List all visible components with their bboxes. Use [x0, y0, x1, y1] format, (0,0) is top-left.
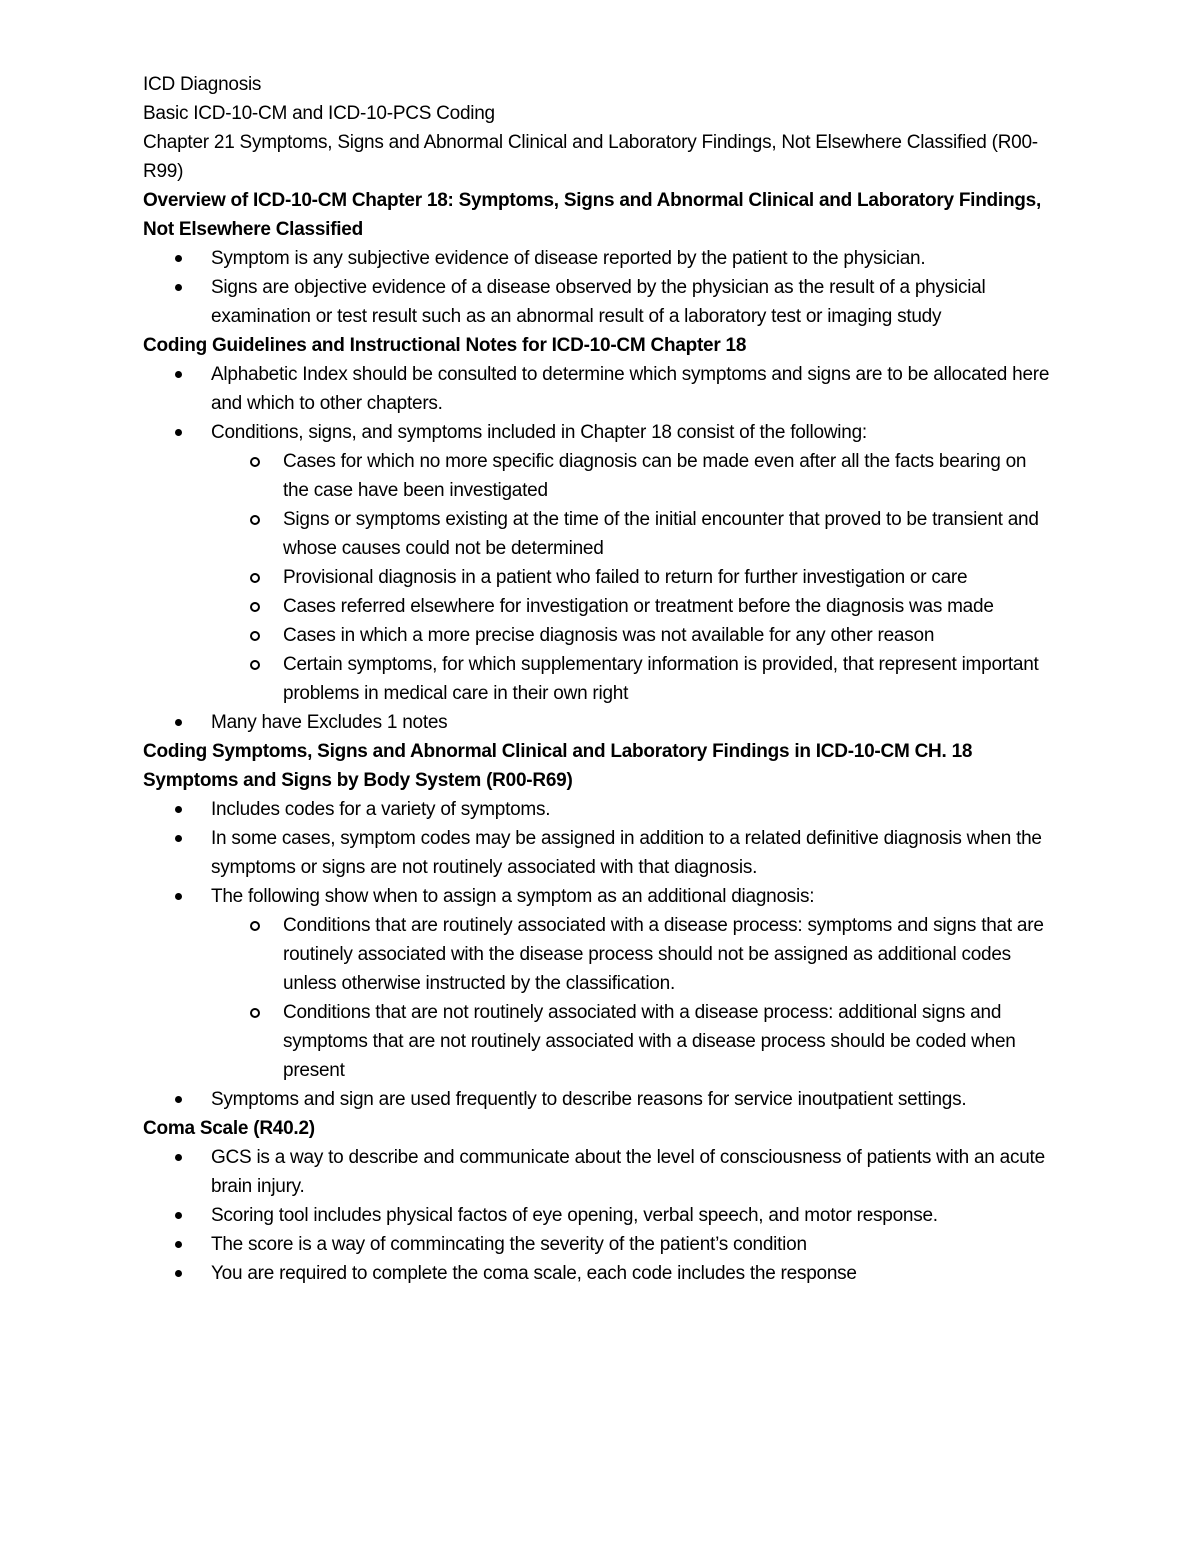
bullet-icon — [175, 719, 182, 726]
hollow-bullet-icon — [250, 602, 260, 612]
list-item-text: Symptoms and sign are used frequently to describe reasons for service inoutpatient settings. — [211, 1089, 967, 1110]
hollow-bullet-icon — [250, 921, 260, 931]
list-item-text: Conditions, signs, and symptoms included in Chapter 18 consist of the following: — [211, 422, 867, 443]
sublist-item-text: Cases in which a more precise diagnosis was not available for any other reason — [283, 625, 935, 646]
sublist-item — [283, 592, 1052, 621]
bullet-icon — [175, 371, 182, 378]
sublist-item-text: Conditions that are not routinely associated with a disease process: additional signs and symptoms that are not routinely associated with a disease process should be coded when present — [283, 1002, 1016, 1081]
hollow-bullet-icon — [250, 515, 260, 525]
hollow-bullet-icon — [250, 457, 260, 467]
sublist-item — [283, 447, 1052, 505]
list-item — [211, 1201, 1052, 1230]
bullet-icon — [175, 284, 182, 291]
bullet-icon — [175, 429, 182, 436]
list-item-text: Signs are objective evidence of a disease observed by the physician as the result of a physicial examination or test result such as an abnormal result of a laboratory test or imaging study — [211, 277, 986, 327]
list-item — [211, 882, 1052, 1085]
hollow-bullet-icon — [250, 1008, 260, 1018]
list-item — [211, 795, 1052, 824]
guidelines-heading: Coding Guidelines and Instructional Notes for ICD-10-CM Chapter 18 — [143, 335, 747, 356]
list-item — [211, 418, 1052, 708]
sublist-item — [283, 911, 1052, 998]
bullet-icon — [175, 806, 182, 813]
bullet-icon — [175, 1212, 182, 1219]
hollow-bullet-icon — [250, 631, 260, 641]
coding-heading: Coding Symptoms, Signs and Abnormal Clinical and Laboratory Findings in ICD-10-CM CH. 18 — [143, 741, 973, 762]
bullet-icon — [175, 893, 182, 900]
course-title: Basic ICD-10-CM and ICD-10-PCS Coding — [143, 103, 495, 124]
list-item-text: The score is a way of commincating the severity of the patient’s condition — [211, 1234, 807, 1255]
sublist-item-text: Signs or symptoms existing at the time of the initial encounter that proved to be transient and whose causes could not be determined — [283, 509, 1039, 559]
sublist-item — [283, 505, 1052, 563]
bullet-icon — [175, 1096, 182, 1103]
overview-list — [143, 244, 1052, 331]
list-item-text: Symptom is any subjective evidence of disease reported by the patient to the physician. — [211, 248, 926, 269]
list-item — [211, 1085, 1052, 1114]
list-item-text: Alphabetic Index should be consulted to determine which symptoms and signs are to be allocated here and which to other chapters. — [211, 364, 1050, 414]
coma-heading: Coma Scale (R40.2) — [143, 1118, 315, 1139]
sublist-item-text: Cases referred elsewhere for investigation or treatment before the diagnosis was made — [283, 596, 994, 617]
chapter-title: Chapter 21 Symptoms, Signs and Abnormal Clinical and Laboratory Findings, Not Elsewhere Classified (R00-R99) — [143, 132, 1038, 182]
bullet-icon — [175, 1270, 182, 1277]
sublist-item — [283, 563, 1052, 592]
sublist-item-text: Certain symptoms, for which supplementary information is provided, that represent important problems in medical care in their own right — [283, 654, 1039, 704]
sublist-item-text: Provisional diagnosis in a patient who failed to return for further investigation or care — [283, 567, 968, 588]
list-item — [211, 708, 1052, 737]
overview-heading: Overview of ICD-10-CM Chapter 18: Symptoms, Signs and Abnormal Clinical and Laboratory Findings, Not Elsewhere Classified — [143, 190, 1042, 240]
hollow-bullet-icon — [250, 573, 260, 583]
guidelines-sublist — [211, 447, 1052, 708]
list-item-text: GCS is a way to describe and communicate about the level of consciousness of patients with an acute brain injury. — [211, 1147, 1045, 1197]
list-item-text: Scoring tool includes physical factos of eye opening, verbal speech, and motor response. — [211, 1205, 938, 1226]
guidelines-list — [143, 360, 1052, 737]
list-item-text: Many have Excludes 1 notes — [211, 712, 448, 733]
list-item — [211, 244, 1052, 273]
list-item — [211, 1259, 1052, 1288]
bullet-icon — [175, 1241, 182, 1248]
sublist-item-text: Cases for which no more specific diagnosis can be made even after all the facts bearing on the case have been investigated — [283, 451, 1027, 501]
coding-sublist — [211, 911, 1052, 1085]
bullet-icon — [175, 255, 182, 262]
coding-subheading: Symptoms and Signs by Body System (R00-R69) — [143, 770, 573, 791]
list-item-text: You are required to complete the coma scale, each code includes the response — [211, 1263, 857, 1284]
list-item — [211, 360, 1052, 418]
coding-list — [143, 795, 1052, 1114]
list-item — [211, 1143, 1052, 1201]
document-title: ICD Diagnosis — [143, 74, 262, 95]
sublist-item — [283, 621, 1052, 650]
list-item — [211, 1230, 1052, 1259]
bullet-icon — [175, 835, 182, 842]
coma-list — [143, 1143, 1052, 1288]
sublist-item-text: Conditions that are routinely associated with a disease process: symptoms and signs that are routinely associated with the disease process should not be assigned as additional codes unless otherwise instructed by the classification. — [283, 915, 1044, 994]
list-item — [211, 273, 1052, 331]
hollow-bullet-icon — [250, 660, 260, 670]
list-item-text: Includes codes for a variety of symptoms. — [211, 799, 551, 820]
sublist-item — [283, 650, 1052, 708]
list-item — [211, 824, 1052, 882]
list-item-text: The following show when to assign a symptom as an additional diagnosis: — [211, 886, 815, 907]
sublist-item — [283, 998, 1052, 1085]
bullet-icon — [175, 1154, 182, 1161]
list-item-text: In some cases, symptom codes may be assigned in addition to a related definitive diagnosis when the symptoms or signs are not routinely associated with that diagnosis. — [211, 828, 1042, 878]
